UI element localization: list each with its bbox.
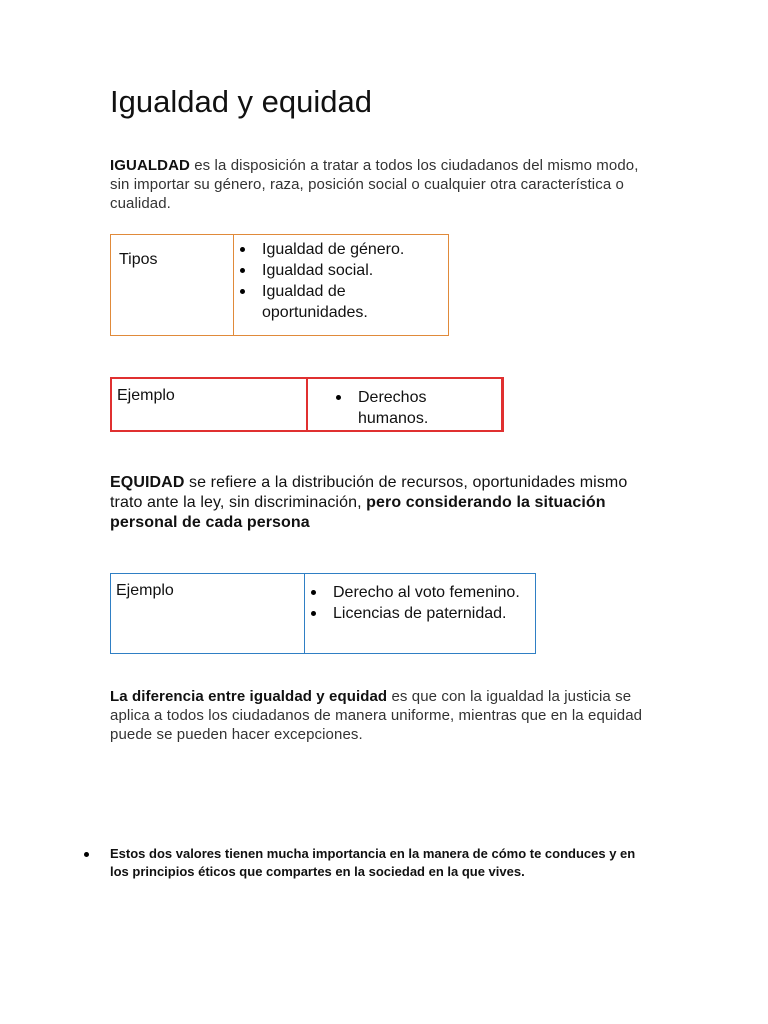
ejemplo-equidad-list xyxy=(305,582,531,624)
bottom-note: Estos dos valores tienen mucha importancia en la manera de cómo te conduces y en los principios éticos que compartes en la sociedad en la que vives. xyxy=(110,846,636,879)
igualdad-definition: es la disposición a tratar a todos los ciudadanos del mismo modo, sin importar su género, raza, posición social o cualquier otra característica o cualidad. xyxy=(110,157,639,212)
tipos-list xyxy=(234,239,442,323)
equidad-paragraph xyxy=(110,473,645,533)
ejemplo-equidad-table xyxy=(110,573,536,654)
list-item: Igualdad de oportunidades. xyxy=(234,281,442,323)
list-item: Derecho al voto femenino. xyxy=(305,582,531,603)
equidad-definition: se refiere a la distribución de recursos, oportunidades mismo trato ante la ley, sin discriminación, xyxy=(110,474,628,511)
ejemplo-igualdad-label-cell xyxy=(112,379,308,430)
ejemplo-igualdad-table xyxy=(110,377,504,432)
list-item: Igualdad social. xyxy=(234,260,442,281)
tipos-label: Tipos xyxy=(119,251,158,268)
igualdad-paragraph xyxy=(110,156,655,213)
tipos-label-cell xyxy=(111,235,234,335)
bullet-icon xyxy=(84,852,89,857)
page-title: Igualdad y equidad xyxy=(110,84,373,119)
tipos-table xyxy=(110,234,449,336)
ejemplo-equidad-label-cell xyxy=(111,574,305,653)
list-item: Igualdad de género. xyxy=(234,239,442,260)
diferencia-paragraph xyxy=(110,687,645,744)
equidad-term: EQUIDAD xyxy=(110,474,185,491)
ejemplo-equidad-items-cell xyxy=(305,574,535,653)
list-item: Derechos humanos. xyxy=(330,387,495,429)
igualdad-term: IGUALDAD xyxy=(110,157,190,174)
ejemplo-equidad-label: Ejemplo xyxy=(116,582,174,599)
list-item: Licencias de paternidad. xyxy=(305,603,531,624)
diferencia-text: es que con la igualdad la justicia se aplica a todos los ciudadanos de manera uniforme, mientras que en la equidad puede se pueden hacer excepciones. xyxy=(110,688,643,743)
tipos-items-cell xyxy=(234,235,448,335)
ejemplo-igualdad-items-cell xyxy=(308,379,502,430)
ejemplo-igualdad-list xyxy=(330,387,495,429)
ejemplo-igualdad-label: Ejemplo xyxy=(117,387,175,404)
diferencia-lead: La diferencia entre igualdad y equidad xyxy=(110,688,388,705)
equidad-emphasis: pero considerando la situación personal de cada persona xyxy=(110,494,606,531)
